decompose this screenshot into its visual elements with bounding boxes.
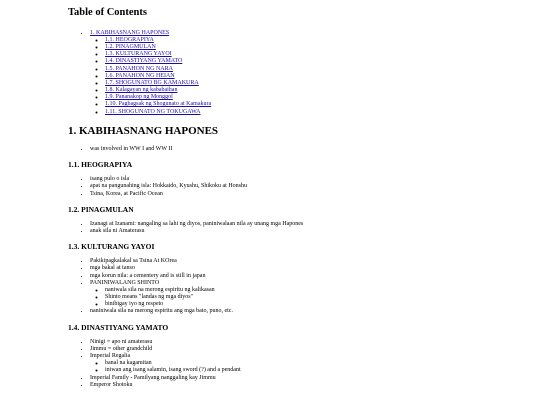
sub-bullet-item: ◦ Shinto means "landas ng mga diyos" (105, 294, 540, 301)
toc-link-1-5[interactable]: 1.5. PANAHON NG NARA (105, 65, 173, 72)
toc-link-1-6[interactable]: 1.6. PANAHON NG HEIAN (105, 72, 175, 79)
bullet-item: • anak sila ni Amaterasu (90, 228, 540, 235)
bullet-item: • Izanagi at Izanami: nangaling sa lahi ng diyos, paniniwalaan nila ay unang mga Hapones (90, 221, 540, 228)
yamato-bullets (68, 339, 540, 389)
subsection-heading-yayoi: 1.3. KULTURANG YAYOI (68, 242, 155, 252)
toc-item (105, 101, 540, 108)
toc-link-1-2[interactable]: 1.2. PINAGMULAN (105, 43, 156, 50)
toc-link-1-7[interactable]: 1.7. SHOGUNATO BG KAMAKURA (105, 79, 199, 86)
bullet-item: • Ninigi = apo ni amaterasu (90, 339, 540, 346)
toc-link-1-11[interactable]: 1.11. SHOGUNATO NG TOKUGAWA (105, 108, 201, 115)
bullet-item: • was involved in WW I and WW II (90, 146, 540, 153)
toc-link-1-1[interactable]: 1.1. HEOGRAPIYA (105, 36, 154, 43)
sub-bullet-item: ◦ naniwala sila na merong espiritu ng kalikasan (105, 287, 540, 294)
toc-item (105, 80, 540, 87)
toc-item (105, 66, 540, 73)
yayoi-bullets (68, 258, 540, 316)
pinagmulan-bullets (68, 221, 540, 235)
toc-link-1-4[interactable]: 1.4. DINASTIYANG YAMATO (105, 58, 183, 65)
bullet-item: • mga korun nila: a cementery and is still in japan (90, 273, 540, 280)
bullet-item: • naniniwala sila na merong espiritu ang mga bato, puno, etc. (90, 308, 540, 315)
toc-link-1-9[interactable]: 1.9. Pananakop ng Monggol (105, 94, 173, 101)
subsection-heading-pinagmulan: 1.2. PINAGMULAN (68, 204, 134, 214)
toc-item (90, 30, 540, 116)
subsection-heading-heograpiya: 1.1. HEOGRAPIYA (68, 160, 133, 170)
toc-list (68, 30, 540, 116)
toc-item (105, 51, 540, 58)
toc-item (105, 109, 540, 116)
toc-link-1-8[interactable]: 1.8. Kalagayan ng kababaihan (105, 87, 178, 94)
regalia-sublist (90, 360, 540, 374)
bullet-item: • isang pulo o isla (90, 176, 540, 183)
heograpiya-bullets (68, 176, 540, 198)
bullet-item: • apat na pangunahing isla: Hokkaido, Kyushu, Shikoku at Honshu (90, 183, 540, 190)
bullet-item: • Imperial Family - Pamilyang nanggaling kay Jimmu (90, 375, 540, 382)
sub-bullet-item: ◦ banal na kagamitan (105, 360, 540, 367)
sub-bullet-item: ◦ iniwan ang isang salamin, isang sword (?) and a pendant (105, 367, 540, 374)
bullet-text: Imperial Regalia (90, 353, 131, 360)
toc-item (105, 94, 540, 101)
section-bullets (68, 146, 540, 153)
toc-sublist (90, 37, 540, 116)
shinto-sublist (90, 287, 540, 309)
bullet-item: • Pakikipagkalakal sa Tsina At KOrea (90, 258, 540, 265)
bullet-item (90, 280, 540, 309)
toc-link-1[interactable]: 1. KABIHASNANG HAPONES (90, 29, 170, 36)
bullet-item: • Jimmu = other grandchild (90, 346, 540, 353)
toc-link-1-3[interactable]: 1.3. KULTURANG YAYOI (105, 51, 172, 58)
toc-item (105, 44, 540, 51)
bullet-item (90, 353, 540, 375)
toc-item (105, 37, 540, 44)
bullet-item: • Emperor Shotoku (90, 382, 540, 389)
toc-heading: Table of Contents (68, 7, 147, 18)
toc-item (105, 87, 540, 94)
bullet-item: • Tsina, Korea, at Pacific Ocean (90, 191, 540, 198)
bullet-item: • mga bakal at tanso (90, 265, 540, 272)
section-heading: 1. KABIHASNANG HAPONES (68, 124, 219, 137)
toc-item (105, 73, 540, 80)
toc-link-1-10[interactable]: 1.10. Pagbagsak ng Shogunato at Kamakura (105, 101, 212, 108)
subsection-heading-yamato: 1.4. DINASTIYANG YAMATO (68, 322, 169, 332)
bullet-text: PANINIWALANG SHINTO (90, 279, 160, 286)
sub-bullet-item: ◦ binibigay iyo ng respeto (105, 301, 540, 308)
toc-item (105, 58, 540, 65)
